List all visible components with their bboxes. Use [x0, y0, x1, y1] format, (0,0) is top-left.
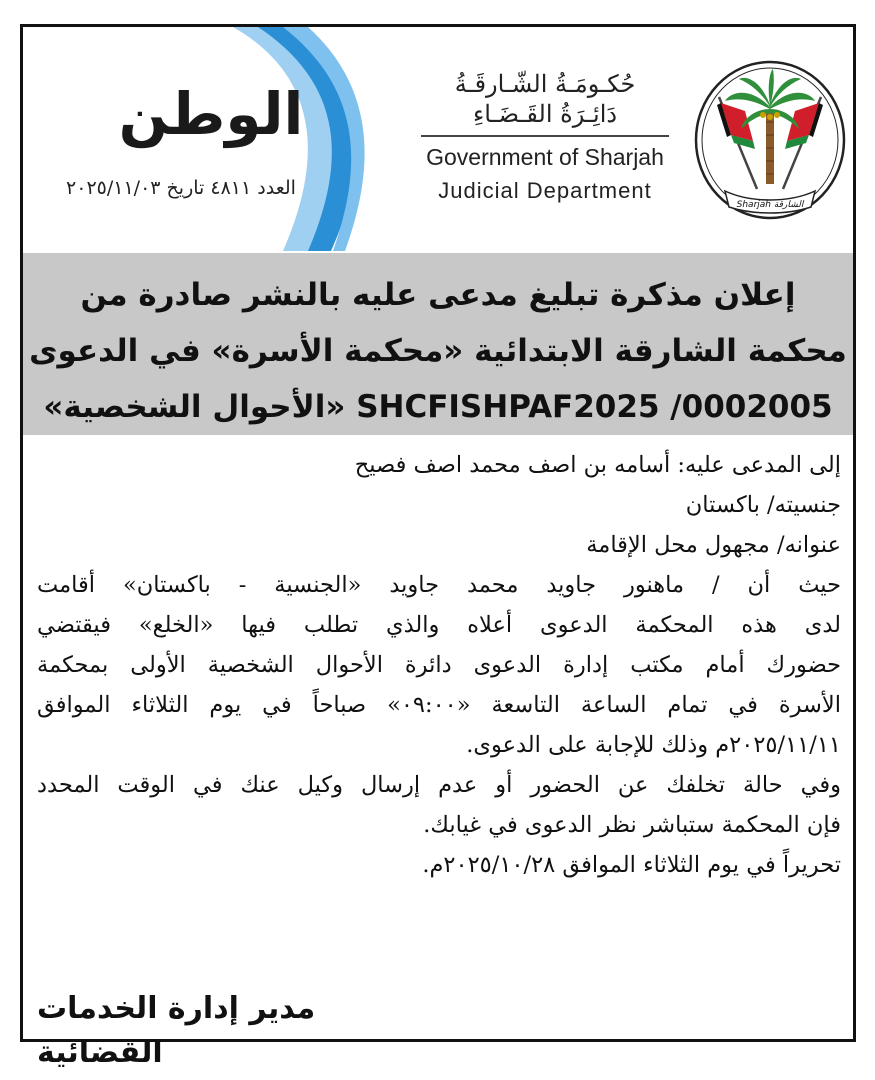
body-paragraph-line: فإن المحكمة ستباشر نظر الدعوى في غيابك. — [423, 812, 841, 838]
government-arabic-name: حُكـومَـةُ الشّـارقَـةُ — [454, 70, 636, 98]
body-paragraph-line: وفي حالة تخلفك عن الحضور أو عدم إرسال وكيل عنك في الوقت المحدد — [37, 772, 841, 798]
title-line-3 — [23, 379, 853, 435]
announcement-title — [23, 253, 853, 435]
emblem-label: Sharjah الشارقة — [736, 200, 804, 210]
body-paragraph-line: حيث أن / ماهنور جاويد محمد جاويد «الجنسية - باكستان» أقامت — [37, 572, 841, 598]
title-line-1: إعلان مذكرة تبليغ مدعى عليه بالنشر صادرة من — [80, 277, 796, 313]
notice-frame — [20, 24, 856, 1070]
issue-number-date: العدد ٤٨١١ تاريخ ٢٠٢٥/١١/٠٣ — [66, 177, 296, 199]
body-paragraph-line: حضورك أمام مكتب إدارة الدعوى دائرة الأحوال الشخصية الأولى بمحكمة — [37, 652, 841, 678]
department-english-name: Judicial Department — [438, 178, 652, 203]
government-english-name: Government of Sharjah — [426, 144, 664, 170]
address-line: عنوانه/ مجهول محل الإقامة — [586, 532, 841, 558]
department-arabic-name: دَائِـرَةُ القَـضَـاءِ — [472, 100, 618, 128]
issue-date-line: تحريراً في يوم الثلاثاء الموافق ٢٠٢٥/١٠/٢٨م. — [422, 852, 841, 878]
government-logo-text — [411, 69, 679, 209]
nationality-line: جنسيته/ باكستان — [685, 492, 841, 518]
title-line-2: محكمة الشارقة الابتدائية «محكمة الأسرة» في الدعوى — [29, 333, 847, 369]
signature-title: مدير إدارة الخدمات القضائية — [37, 991, 316, 1070]
case-number: SHCFISHPAF2025 /0002005 — [356, 389, 833, 425]
defendant-name-line: إلى المدعى عليه: أسامه بن اصف محمد اصف فصيح — [354, 452, 841, 478]
notice-body — [37, 445, 841, 885]
logo-divider — [421, 135, 669, 137]
case-type-label: «الأحوال الشخصية» — [43, 389, 346, 425]
body-paragraph-line: ٢٠٢٥/١١/١١م وذلك للإجابة على الدعوى. — [466, 732, 841, 758]
newspaper-name: الوطن — [118, 80, 304, 148]
body-paragraph-line: الأسرة في تمام الساعة التاسعة «٠٩:٠٠» صباحاً في يوم الثلاثاء الموافق — [37, 692, 841, 718]
header — [23, 27, 853, 251]
sharjah-emblem-icon — [691, 57, 849, 223]
body-paragraph-line: لدى هذه المحكمة الدعوى أعلاه والذي تطلب فيها «الخلع» فيقتضي — [37, 612, 841, 638]
